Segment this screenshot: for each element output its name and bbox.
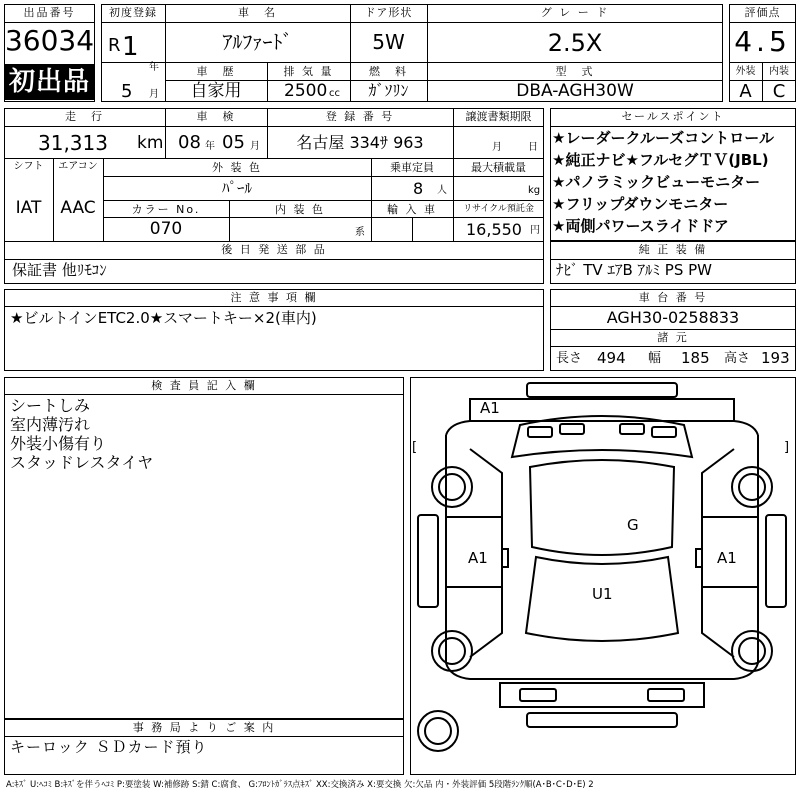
width-label: 幅 bbox=[648, 351, 662, 366]
color-number: 070 bbox=[149, 219, 183, 239]
displacement-unit: cc bbox=[329, 88, 340, 99]
first-listing-badge: 初出品 bbox=[5, 64, 94, 100]
exterior-grade: A bbox=[739, 81, 752, 102]
selling-point-5: ★両側パワースライドドア bbox=[552, 217, 729, 235]
length-label: 長さ bbox=[556, 351, 583, 366]
chassis-label: 車 台 番 号 bbox=[638, 291, 708, 304]
first-reg-month: 5 bbox=[121, 81, 133, 102]
first-reg-label: 初度登録 bbox=[109, 6, 157, 19]
transfer-label: 譲渡書類期限 bbox=[465, 110, 532, 123]
car-name: ｱﾙﾌｧｰﾄﾞ bbox=[222, 30, 293, 54]
inspection-label: 車 検 bbox=[196, 110, 236, 123]
interior-grade: C bbox=[772, 81, 786, 102]
ext-color-label: 外 装 色 bbox=[212, 161, 262, 174]
inspector-label: 検 査 員 記 入 欄 bbox=[151, 379, 257, 392]
inspection-month: 05 bbox=[222, 132, 245, 153]
car-name-label: 車 名 bbox=[238, 6, 277, 19]
shift: IAT bbox=[15, 198, 42, 218]
exterior-label: 外装 bbox=[735, 66, 756, 77]
ac-label: エアコン bbox=[58, 161, 98, 172]
office-notice: キーロック ＳＤカード預り bbox=[10, 738, 208, 756]
capacity: 8 bbox=[413, 179, 424, 198]
length: 494 bbox=[597, 349, 626, 367]
registration-number: 名古屋 334ｻ 963 bbox=[296, 133, 424, 152]
damage-windshield: G bbox=[627, 516, 639, 534]
height: 193 bbox=[761, 349, 790, 367]
damage-roof: U1 bbox=[592, 585, 613, 603]
capacity-unit: 人 bbox=[437, 185, 447, 196]
lot-no-label: 出品番号 bbox=[23, 6, 76, 19]
first-reg-year: 1 bbox=[122, 32, 139, 62]
damage-left-door: A1 bbox=[468, 549, 488, 567]
insp-month-unit: 月 bbox=[250, 141, 260, 152]
accessories: 保証書 他ﾘﾓｺﾝ bbox=[12, 261, 107, 279]
bracket-left: [ bbox=[412, 440, 418, 455]
inspector-note-1: シートしみ bbox=[10, 396, 91, 415]
bracket-right: ] bbox=[784, 440, 790, 455]
car-diagram bbox=[410, 377, 796, 775]
damage-right-door: A1 bbox=[717, 549, 737, 567]
inspector-note-4: スタッドレスタイヤ bbox=[10, 453, 154, 472]
mileage: 31,313 bbox=[38, 131, 108, 155]
fuel: ｶﾞｿﾘﾝ bbox=[368, 81, 409, 100]
genuine-equipment: ﾅﾋﾞ TV ｴｱB ｱﾙﾐ PS PW bbox=[556, 261, 712, 279]
inspector-note-3: 外装小傷有り bbox=[10, 434, 107, 453]
max-load-label: 最大積載量 bbox=[471, 161, 526, 174]
door-type: 5W bbox=[372, 30, 405, 54]
recycle-deposit: 16,550 bbox=[466, 220, 522, 239]
inspector-note-2: 室内薄汚れ bbox=[10, 415, 91, 434]
color-no-label: カラー No. bbox=[131, 203, 201, 216]
fuel-label: 燃 料 bbox=[369, 65, 408, 78]
import-label: 輸 入 車 bbox=[387, 203, 437, 216]
notes: ★ビルトインETC2.0★スマートキー×2(車内) bbox=[10, 309, 317, 327]
shift-label: シフト bbox=[13, 161, 44, 172]
inspection-year: 08 bbox=[178, 132, 201, 153]
mileage-unit: km bbox=[137, 133, 164, 153]
width: 185 bbox=[681, 349, 710, 367]
capacity-label: 乗車定員 bbox=[390, 161, 434, 174]
door-label: ドア形状 bbox=[364, 6, 413, 19]
model-label: 型 式 bbox=[555, 65, 595, 78]
displacement: 2500 bbox=[284, 81, 328, 101]
recycle-unit: 円 bbox=[530, 225, 540, 236]
height-label: 高さ bbox=[724, 351, 751, 366]
month-unit: 月 bbox=[149, 89, 159, 100]
recycle-label: リサイクル預託金 bbox=[463, 204, 534, 214]
accessories-label: 後 日 発 送 部 品 bbox=[221, 243, 327, 256]
model-code: DBA-AGH30W bbox=[516, 81, 634, 101]
office-label: 事 務 局 よ り ご 案 内 bbox=[132, 721, 276, 734]
genuine-label: 純 正 装 備 bbox=[638, 243, 708, 256]
mileage-label: 走 行 bbox=[65, 110, 104, 123]
selling-point-3: ★パノラミックビューモニター bbox=[552, 173, 761, 191]
history: 自家用 bbox=[190, 81, 242, 101]
reg-no-label: 登 録 番 号 bbox=[325, 110, 395, 123]
spec-label: 諸 元 bbox=[657, 331, 689, 344]
insp-year-unit: 年 bbox=[205, 141, 215, 152]
displacement-label: 排 気 量 bbox=[283, 65, 334, 78]
transfer-month-unit: 月 bbox=[492, 142, 502, 153]
score: 4.5 bbox=[734, 25, 791, 58]
grade-label: グ レ ー ド bbox=[540, 6, 610, 19]
interior-label: 内装 bbox=[769, 66, 789, 77]
transfer-day-unit: 日 bbox=[528, 142, 538, 153]
grade: 2.5X bbox=[547, 29, 603, 57]
lot-number: 36034 bbox=[4, 24, 95, 57]
year-unit: 年 bbox=[149, 62, 159, 73]
era: R bbox=[108, 35, 121, 56]
max-load-unit: kg bbox=[528, 185, 541, 196]
selling-point-1: ★レーダークルーズコントロール bbox=[552, 129, 774, 147]
selling-points-label: セールスポイント bbox=[621, 110, 725, 123]
damage-front-bumper: A1 bbox=[480, 399, 500, 417]
legend: A:ｷｽﾞ U:ﾍｺﾐ B:ｷｽﾞを伴うﾍｺﾐ P:要塗装 W:補修跡 S:錆 C:腐食、 G:ﾌﾛﾝﾄｶﾞﾗｽ点ｷｽﾞ XX:交換済み X:要交換 欠:欠品 内・外装評価 5段階ﾗﾝｸ順(A･B･C･D･E) 2 bbox=[6, 780, 594, 790]
air-conditioner: AAC bbox=[60, 198, 96, 218]
exterior-color: ﾊﾟｰﾙ bbox=[221, 179, 252, 197]
chassis-number: AGH30-0258833 bbox=[606, 308, 740, 327]
int-color-label: 内 装 色 bbox=[275, 203, 325, 216]
score-label: 評価点 bbox=[744, 6, 781, 19]
int-color-unit: 系 bbox=[355, 227, 365, 238]
selling-point-4: ★フリップダウンモニター bbox=[552, 195, 729, 213]
selling-point-2: ★純正ナビ★フルセグＴＶ(JBL) bbox=[552, 151, 769, 169]
history-label: 車 歴 bbox=[196, 65, 236, 78]
notes-label: 注 意 事 項 欄 bbox=[230, 291, 318, 304]
